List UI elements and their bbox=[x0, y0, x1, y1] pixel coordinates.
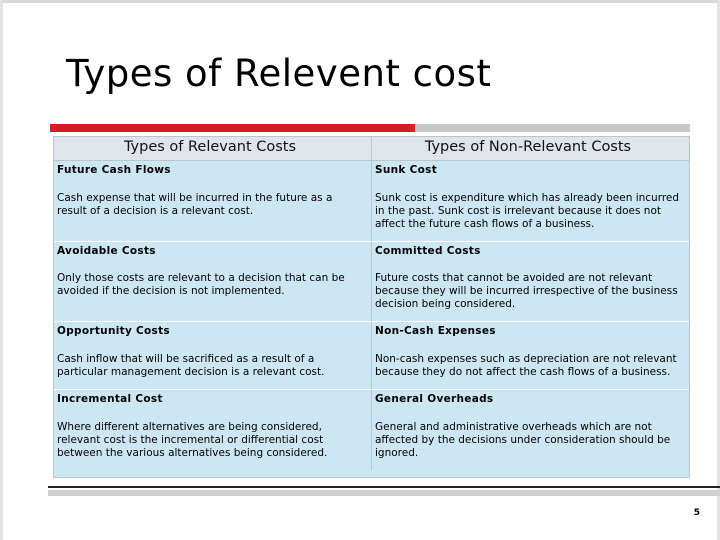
non-relevant-cost-description: Sunk cost is expenditure which has already been incurred in the past. Sunk cost is irrelevant because it does not affect the future cash flows of a business. bbox=[372, 183, 689, 242]
slide-title: Types of Relevent cost bbox=[66, 52, 492, 95]
non-relevant-cost-description: Non-cash expenses such as depreciation are not relevant because they do not affect the cash flows of a business. bbox=[372, 344, 689, 390]
non-relevant-cost-description: Future costs that cannot be avoided are not relevant because they will be incurred irrespective of the business decision being considered. bbox=[372, 263, 689, 322]
column-header-non-relevant: Types of Non-Relevant Costs bbox=[372, 137, 689, 161]
slide-frame-left bbox=[0, 0, 3, 540]
relevant-cost-label: Future Cash Flows bbox=[54, 161, 372, 183]
relevant-cost-description: Cash inflow that will be sacrificed as a result of a particular management decision is a relevant cost. bbox=[54, 344, 372, 390]
non-relevant-cost-label: General Overheads bbox=[375, 392, 494, 405]
relevant-costs-table bbox=[53, 136, 690, 478]
relevant-cost-label: Avoidable Costs bbox=[54, 242, 372, 264]
footer-bar bbox=[48, 490, 720, 496]
title-accent-bar bbox=[50, 124, 415, 132]
non-relevant-cost-label: Committed Costs bbox=[375, 244, 481, 257]
relevant-cost-description: Cash expense that will be incurred in the future as a result of a decision is a relevant cost. bbox=[54, 183, 372, 242]
non-relevant-cost-description: General and administrative overheads which are not affected by the decisions under consideration should be ignored. bbox=[375, 420, 671, 459]
relevant-cost-label: Incremental Cost bbox=[54, 390, 372, 412]
page-number: 5 bbox=[693, 508, 700, 518]
column-header-relevant: Types of Relevant Costs bbox=[54, 137, 372, 161]
footer-rule bbox=[48, 486, 720, 488]
non-relevant-cost-label: Non-Cash Expenses bbox=[375, 325, 496, 338]
relevant-cost-label: Opportunity Costs bbox=[54, 322, 372, 344]
slide-frame-top bbox=[0, 0, 720, 3]
relevant-cost-description: Only those costs are relevant to a decision that can be avoided if the decision is not implemented. bbox=[54, 263, 372, 322]
relevant-cost-description: Where different alternatives are being considered, relevant cost is the incremental or differential cost between the various alternatives being considered. bbox=[54, 412, 372, 470]
non-relevant-cost-label: Sunk Cost bbox=[375, 164, 438, 176]
